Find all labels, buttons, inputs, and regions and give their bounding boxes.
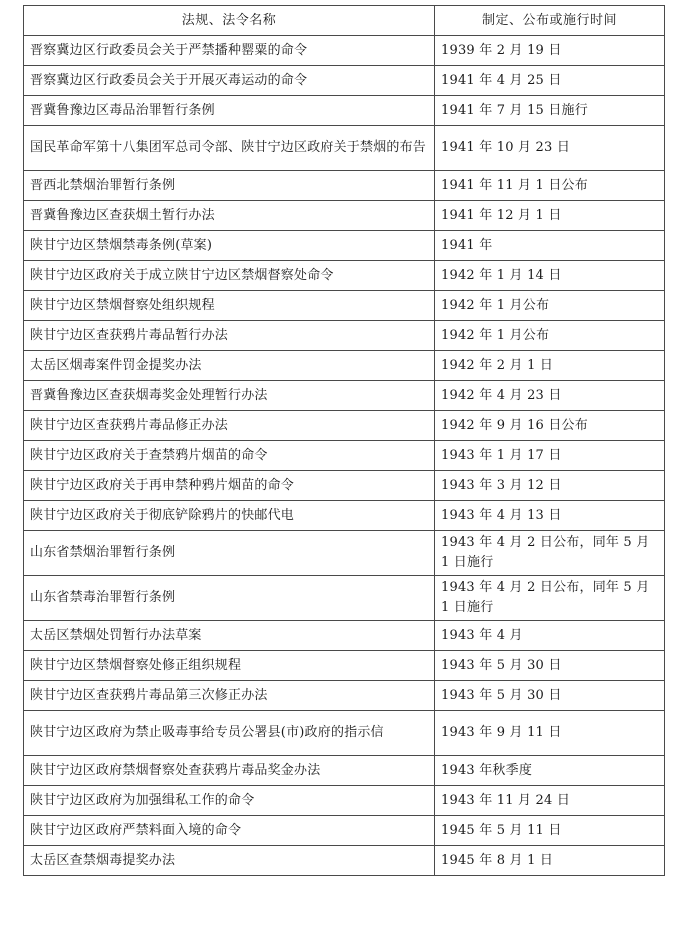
- law-date-cell: 1942 年 4 月 23 日: [435, 381, 665, 411]
- law-name-cell: 晋冀鲁豫边区查获烟土暂行办法: [24, 201, 435, 231]
- law-name-cell: 陕甘宁边区政府为加强缉私工作的命令: [24, 786, 435, 816]
- law-date-cell: 1943 年 4 月: [435, 621, 665, 651]
- law-name-cell: 陕甘宁边区政府严禁料面入境的命令: [24, 816, 435, 846]
- law-name-cell: 陕甘宁边区政府关于查禁鸦片烟苗的命令: [24, 441, 435, 471]
- law-name-cell: 晋察冀边区行政委员会关于开展灭毒运动的命令: [24, 66, 435, 96]
- law-date-cell: 1945 年 8 月 1 日: [435, 846, 665, 876]
- table-row: [24, 621, 665, 651]
- law-name-cell: 陕甘宁边区查获鸦片毒品第三次修正办法: [24, 681, 435, 711]
- law-date-cell: 1943 年 4 月 13 日: [435, 501, 665, 531]
- law-date-cell: 1942 年 2 月 1 日: [435, 351, 665, 381]
- table-row: [24, 321, 665, 351]
- law-date-cell: 1943 年 4 月 2 日公布，同年 5 月 1 日施行: [435, 531, 665, 576]
- table-row: [24, 291, 665, 321]
- table-row: [24, 501, 665, 531]
- law-date-cell: 1941 年 10 月 23 日: [435, 126, 665, 171]
- law-name-cell: 陕甘宁边区政府关于成立陕甘宁边区禁烟督察处命令: [24, 261, 435, 291]
- table-row: [24, 201, 665, 231]
- table-row: [24, 786, 665, 816]
- law-name-cell: 陕甘宁边区政府关于再申禁种鸦片烟苗的命令: [24, 471, 435, 501]
- column-header-name: 法规、法令名称: [24, 6, 435, 36]
- law-date-cell: 1943 年 1 月 17 日: [435, 441, 665, 471]
- law-name-cell: 国民革命军第十八集团军总司令部、陕甘宁边区政府关于禁烟的布告: [24, 126, 435, 171]
- law-date-cell: 1942 年 1 月公布: [435, 321, 665, 351]
- law-date-cell: 1943 年 11 月 24 日: [435, 786, 665, 816]
- table-row: [24, 36, 665, 66]
- law-date-cell: 1941 年 11 月 1 日公布: [435, 171, 665, 201]
- law-date-cell: 1943 年 5 月 30 日: [435, 651, 665, 681]
- law-date-cell: 1939 年 2 月 19 日: [435, 36, 665, 66]
- law-date-cell: 1943 年 4 月 2 日公布，同年 5 月 1 日施行: [435, 576, 665, 621]
- law-name-cell: 晋冀鲁豫边区查获烟毒奖金处理暂行办法: [24, 381, 435, 411]
- table-row: [24, 816, 665, 846]
- table-header-row: [24, 6, 665, 36]
- table-row: [24, 651, 665, 681]
- table-row: [24, 381, 665, 411]
- law-name-cell: 陕甘宁边区查获鸦片毒品修正办法: [24, 411, 435, 441]
- table-row: [24, 531, 665, 576]
- table-row: [24, 126, 665, 171]
- table-row: [24, 411, 665, 441]
- law-name-cell: 陕甘宁边区政府关于彻底铲除鸦片的快邮代电: [24, 501, 435, 531]
- law-name-cell: 太岳区禁烟处罚暂行办法草案: [24, 621, 435, 651]
- law-date-cell: 1941 年 12 月 1 日: [435, 201, 665, 231]
- law-date-cell: 1941 年 7 月 15 日施行: [435, 96, 665, 126]
- law-name-cell: 晋察冀边区行政委员会关于严禁播种罂粟的命令: [24, 36, 435, 66]
- laws-table: [23, 5, 665, 876]
- law-date-cell: 1945 年 5 月 11 日: [435, 816, 665, 846]
- law-name-cell: 太岳区烟毒案件罚金提奖办法: [24, 351, 435, 381]
- law-date-cell: 1942 年 1 月 14 日: [435, 261, 665, 291]
- law-name-cell: 山东省禁烟治罪暂行条例: [24, 531, 435, 576]
- law-date-cell: 1941 年 4 月 25 日: [435, 66, 665, 96]
- law-name-cell: 晋西北禁烟治罪暂行条例: [24, 171, 435, 201]
- table-row: [24, 681, 665, 711]
- table-row: [24, 711, 665, 756]
- law-date-cell: 1943 年 9 月 11 日: [435, 711, 665, 756]
- table-row: [24, 66, 665, 96]
- column-header-date: 制定、公布或施行时间: [435, 6, 665, 36]
- law-date-cell: 1943 年秋季度: [435, 756, 665, 786]
- law-date-cell: 1941 年: [435, 231, 665, 261]
- law-name-cell: 陕甘宁边区禁烟督察处修正组织规程: [24, 651, 435, 681]
- law-name-cell: 太岳区查禁烟毒提奖办法: [24, 846, 435, 876]
- law-name-cell: 陕甘宁边区政府为禁止吸毒事给专员公署县(市)政府的指示信: [24, 711, 435, 756]
- table-row: [24, 576, 665, 621]
- table-row: [24, 231, 665, 261]
- law-date-cell: 1943 年 5 月 30 日: [435, 681, 665, 711]
- table-row: [24, 96, 665, 126]
- law-name-cell: 陕甘宁边区禁烟禁毒条例(草案): [24, 231, 435, 261]
- table-row: [24, 471, 665, 501]
- table-row: [24, 171, 665, 201]
- law-name-cell: 陕甘宁边区查获鸦片毒品暂行办法: [24, 321, 435, 351]
- table-row: [24, 261, 665, 291]
- law-name-cell: 陕甘宁边区禁烟督察处组织规程: [24, 291, 435, 321]
- table-row: [24, 756, 665, 786]
- table-row: [24, 441, 665, 471]
- law-date-cell: 1943 年 3 月 12 日: [435, 471, 665, 501]
- table-row: [24, 351, 665, 381]
- law-name-cell: 晋冀鲁豫边区毒品治罪暂行条例: [24, 96, 435, 126]
- law-date-cell: 1942 年 1 月公布: [435, 291, 665, 321]
- table-row: [24, 846, 665, 876]
- law-date-cell: 1942 年 9 月 16 日公布: [435, 411, 665, 441]
- law-name-cell: 陕甘宁边区政府禁烟督察处查获鸦片毒品奖金办法: [24, 756, 435, 786]
- table-body: [24, 36, 665, 876]
- law-name-cell: 山东省禁毒治罪暂行条例: [24, 576, 435, 621]
